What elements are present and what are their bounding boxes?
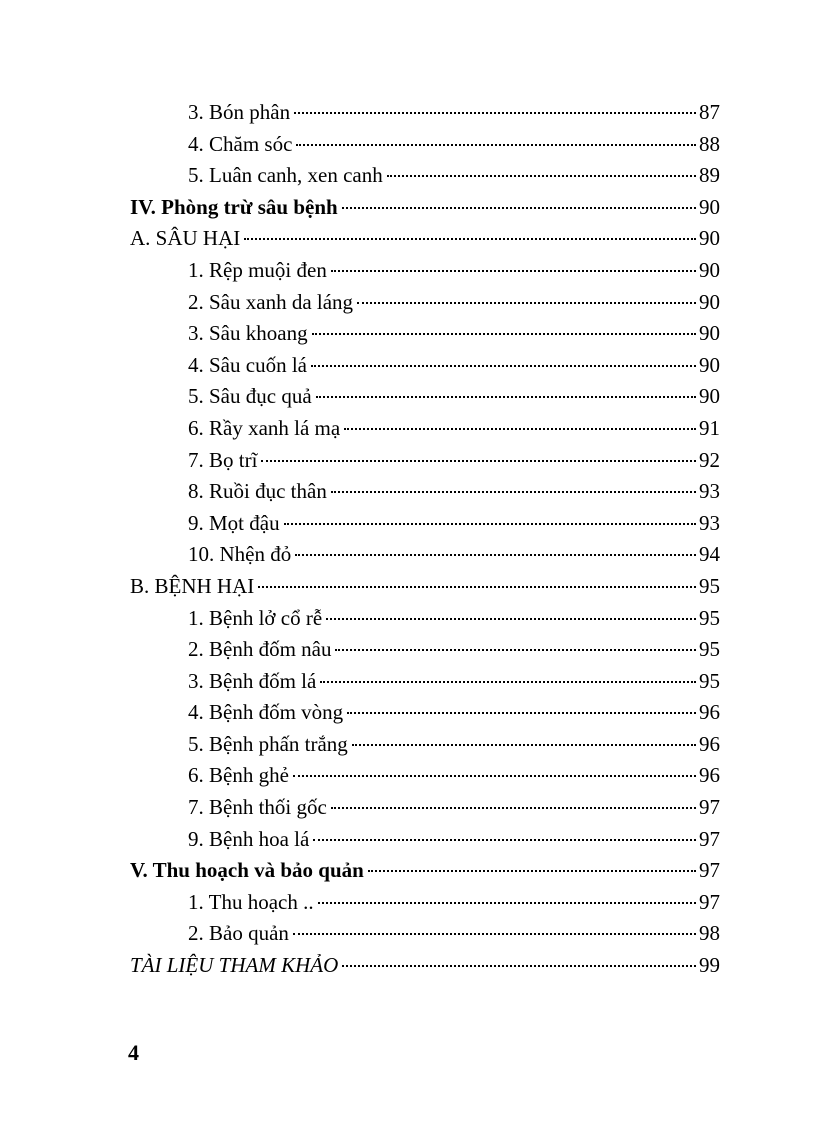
toc-entry	[130, 97, 720, 129]
toc-dot-leader	[344, 428, 696, 430]
toc-entry	[130, 255, 720, 287]
toc-entry-page-number: 93	[699, 479, 720, 504]
toc-entry	[130, 445, 720, 477]
toc-dot-leader	[342, 207, 696, 209]
toc-dot-leader	[244, 238, 696, 240]
toc-dot-leader	[318, 902, 696, 904]
toc-entry-title: 1. Bệnh lở cổ rễ	[188, 605, 323, 630]
toc-entry-title: 9. Bệnh hoa lá	[188, 826, 310, 851]
toc-entry-page-number: 90	[699, 321, 720, 346]
toc-entry	[130, 824, 720, 856]
toc-entry-page-number: 96	[699, 731, 720, 756]
toc-entry-title: 1. Rệp muội đen	[188, 257, 327, 282]
toc-entry	[130, 476, 720, 508]
toc-entry	[130, 855, 720, 887]
toc-entry	[130, 918, 720, 950]
toc-dot-leader	[335, 649, 696, 651]
toc-entry	[130, 192, 720, 224]
toc-entry-page-number: 87	[699, 100, 720, 124]
toc-dot-leader	[312, 333, 696, 335]
toc-entry-title: V. Thu hoạch và bảo quản	[130, 858, 364, 883]
toc-entry-page-number: 96	[699, 700, 720, 725]
toc-entry-title: 2. Bệnh đốm nâu	[188, 637, 332, 662]
toc-dot-leader	[387, 175, 696, 177]
page-number: 4	[128, 1040, 139, 1065]
toc-dot-leader	[316, 396, 696, 398]
table-of-contents	[130, 97, 720, 982]
toc-entry-title: 6. Rầy xanh lá mạ	[188, 415, 341, 440]
toc-entry-page-number: 90	[699, 257, 720, 282]
toc-entry	[130, 571, 720, 603]
toc-entry-title: 7. Bọ trĩ	[188, 447, 258, 472]
toc-entry-title: 4. Chăm sóc	[188, 131, 293, 156]
toc-entry-title: 5. Bệnh phấn trắng	[188, 731, 348, 756]
toc-entry	[130, 539, 720, 571]
toc-entry-title: 6. Bệnh ghẻ	[188, 763, 289, 788]
toc-dot-leader	[347, 712, 696, 714]
toc-entry-title: A. SÂU HẠI	[130, 226, 241, 251]
toc-entry	[130, 887, 720, 919]
toc-entry-title: 1. Thu hoạch ..	[188, 889, 314, 914]
toc-entry	[130, 160, 720, 192]
toc-entry-page-number: 88	[699, 131, 720, 156]
toc-dot-leader	[311, 365, 696, 367]
toc-entry	[130, 129, 720, 161]
toc-entry-page-number: 97	[699, 858, 720, 883]
toc-entry	[130, 950, 720, 982]
toc-dot-leader	[293, 933, 696, 935]
toc-entry-title: 10. Nhện đỏ	[188, 542, 292, 567]
toc-dot-leader	[261, 460, 696, 462]
toc-entry-page-number: 95	[699, 573, 720, 598]
toc-entry	[130, 760, 720, 792]
toc-entry-page-number: 90	[699, 194, 720, 219]
toc-entry-title: 4. Bệnh đốm vòng	[188, 700, 344, 725]
toc-entry-page-number: 89	[699, 163, 720, 188]
toc-entry-page-number: 95	[699, 605, 720, 630]
toc-entry-title: IV. Phòng trừ sâu bệnh	[130, 194, 338, 219]
toc-entry-title: 4. Sâu cuốn lá	[188, 352, 307, 377]
toc-entry	[130, 603, 720, 635]
toc-entry-title: 5. Sâu đục quả	[188, 384, 312, 409]
toc-entry	[130, 666, 720, 698]
toc-entry-title: 8. Ruồi đục thân	[188, 479, 327, 504]
toc-entry-page-number: 97	[699, 795, 720, 820]
toc-entry-title: 7. Bệnh thối gốc	[188, 795, 327, 820]
toc-entry	[130, 287, 720, 319]
toc-entry-page-number: 90	[699, 289, 720, 314]
toc-entry-page-number: 97	[699, 826, 720, 851]
toc-entry-page-number: 91	[699, 415, 720, 440]
toc-entry-title: 5. Luân canh, xen canh	[188, 163, 383, 188]
toc-entry-title: 3. Bón phân	[188, 100, 291, 124]
toc-entry	[130, 318, 720, 350]
toc-entry	[130, 413, 720, 445]
toc-dot-leader	[331, 270, 696, 272]
toc-dot-leader	[342, 965, 696, 967]
toc-entry-page-number: 97	[699, 889, 720, 914]
toc-entry-page-number: 93	[699, 510, 720, 535]
toc-dot-leader	[368, 870, 696, 872]
toc-entry-title: 2. Bảo quản	[188, 921, 289, 946]
toc-entry-page-number: 90	[699, 352, 720, 377]
toc-entry-page-number: 99	[699, 953, 720, 978]
toc-entry	[130, 223, 720, 255]
toc-dot-leader	[352, 744, 696, 746]
toc-entry	[130, 792, 720, 824]
toc-entry	[130, 508, 720, 540]
toc-dot-leader	[313, 839, 696, 841]
toc-entry-page-number: 96	[699, 763, 720, 788]
toc-entry-page-number: 90	[699, 384, 720, 409]
toc-dot-leader	[357, 302, 696, 304]
toc-entry-page-number: 94	[699, 542, 720, 567]
toc-entry-title: 3. Bệnh đốm lá	[188, 668, 317, 693]
toc-entry	[130, 729, 720, 761]
toc-entry	[130, 381, 720, 413]
toc-entry	[130, 350, 720, 382]
toc-dot-leader	[295, 554, 696, 556]
toc-entry-title: 2. Sâu xanh da láng	[188, 289, 354, 314]
toc-dot-leader	[331, 491, 696, 493]
toc-entry-title: B. BỆNH HẠI	[130, 573, 255, 598]
toc-entry	[130, 697, 720, 729]
toc-dot-leader	[326, 618, 696, 620]
toc-dot-leader	[331, 807, 696, 809]
toc-entry-page-number: 95	[699, 637, 720, 662]
toc-dot-leader	[258, 586, 696, 588]
toc-dot-leader	[296, 144, 696, 146]
toc-dot-leader	[284, 523, 696, 525]
toc-dot-leader	[294, 112, 696, 114]
toc-entry-page-number: 90	[699, 226, 720, 251]
toc-entry-title: 9. Mọt đậu	[188, 510, 280, 535]
toc-dot-leader	[320, 681, 696, 683]
toc-entry-page-number: 95	[699, 668, 720, 693]
toc-entry-page-number: 98	[699, 921, 720, 946]
toc-entry-page-number: 92	[699, 447, 720, 472]
toc-entry-title: 3. Sâu khoang	[188, 321, 308, 346]
toc-dot-leader	[293, 775, 696, 777]
toc-entry	[130, 634, 720, 666]
toc-entry-title: TÀI LIỆU THAM KHẢO	[130, 953, 339, 978]
